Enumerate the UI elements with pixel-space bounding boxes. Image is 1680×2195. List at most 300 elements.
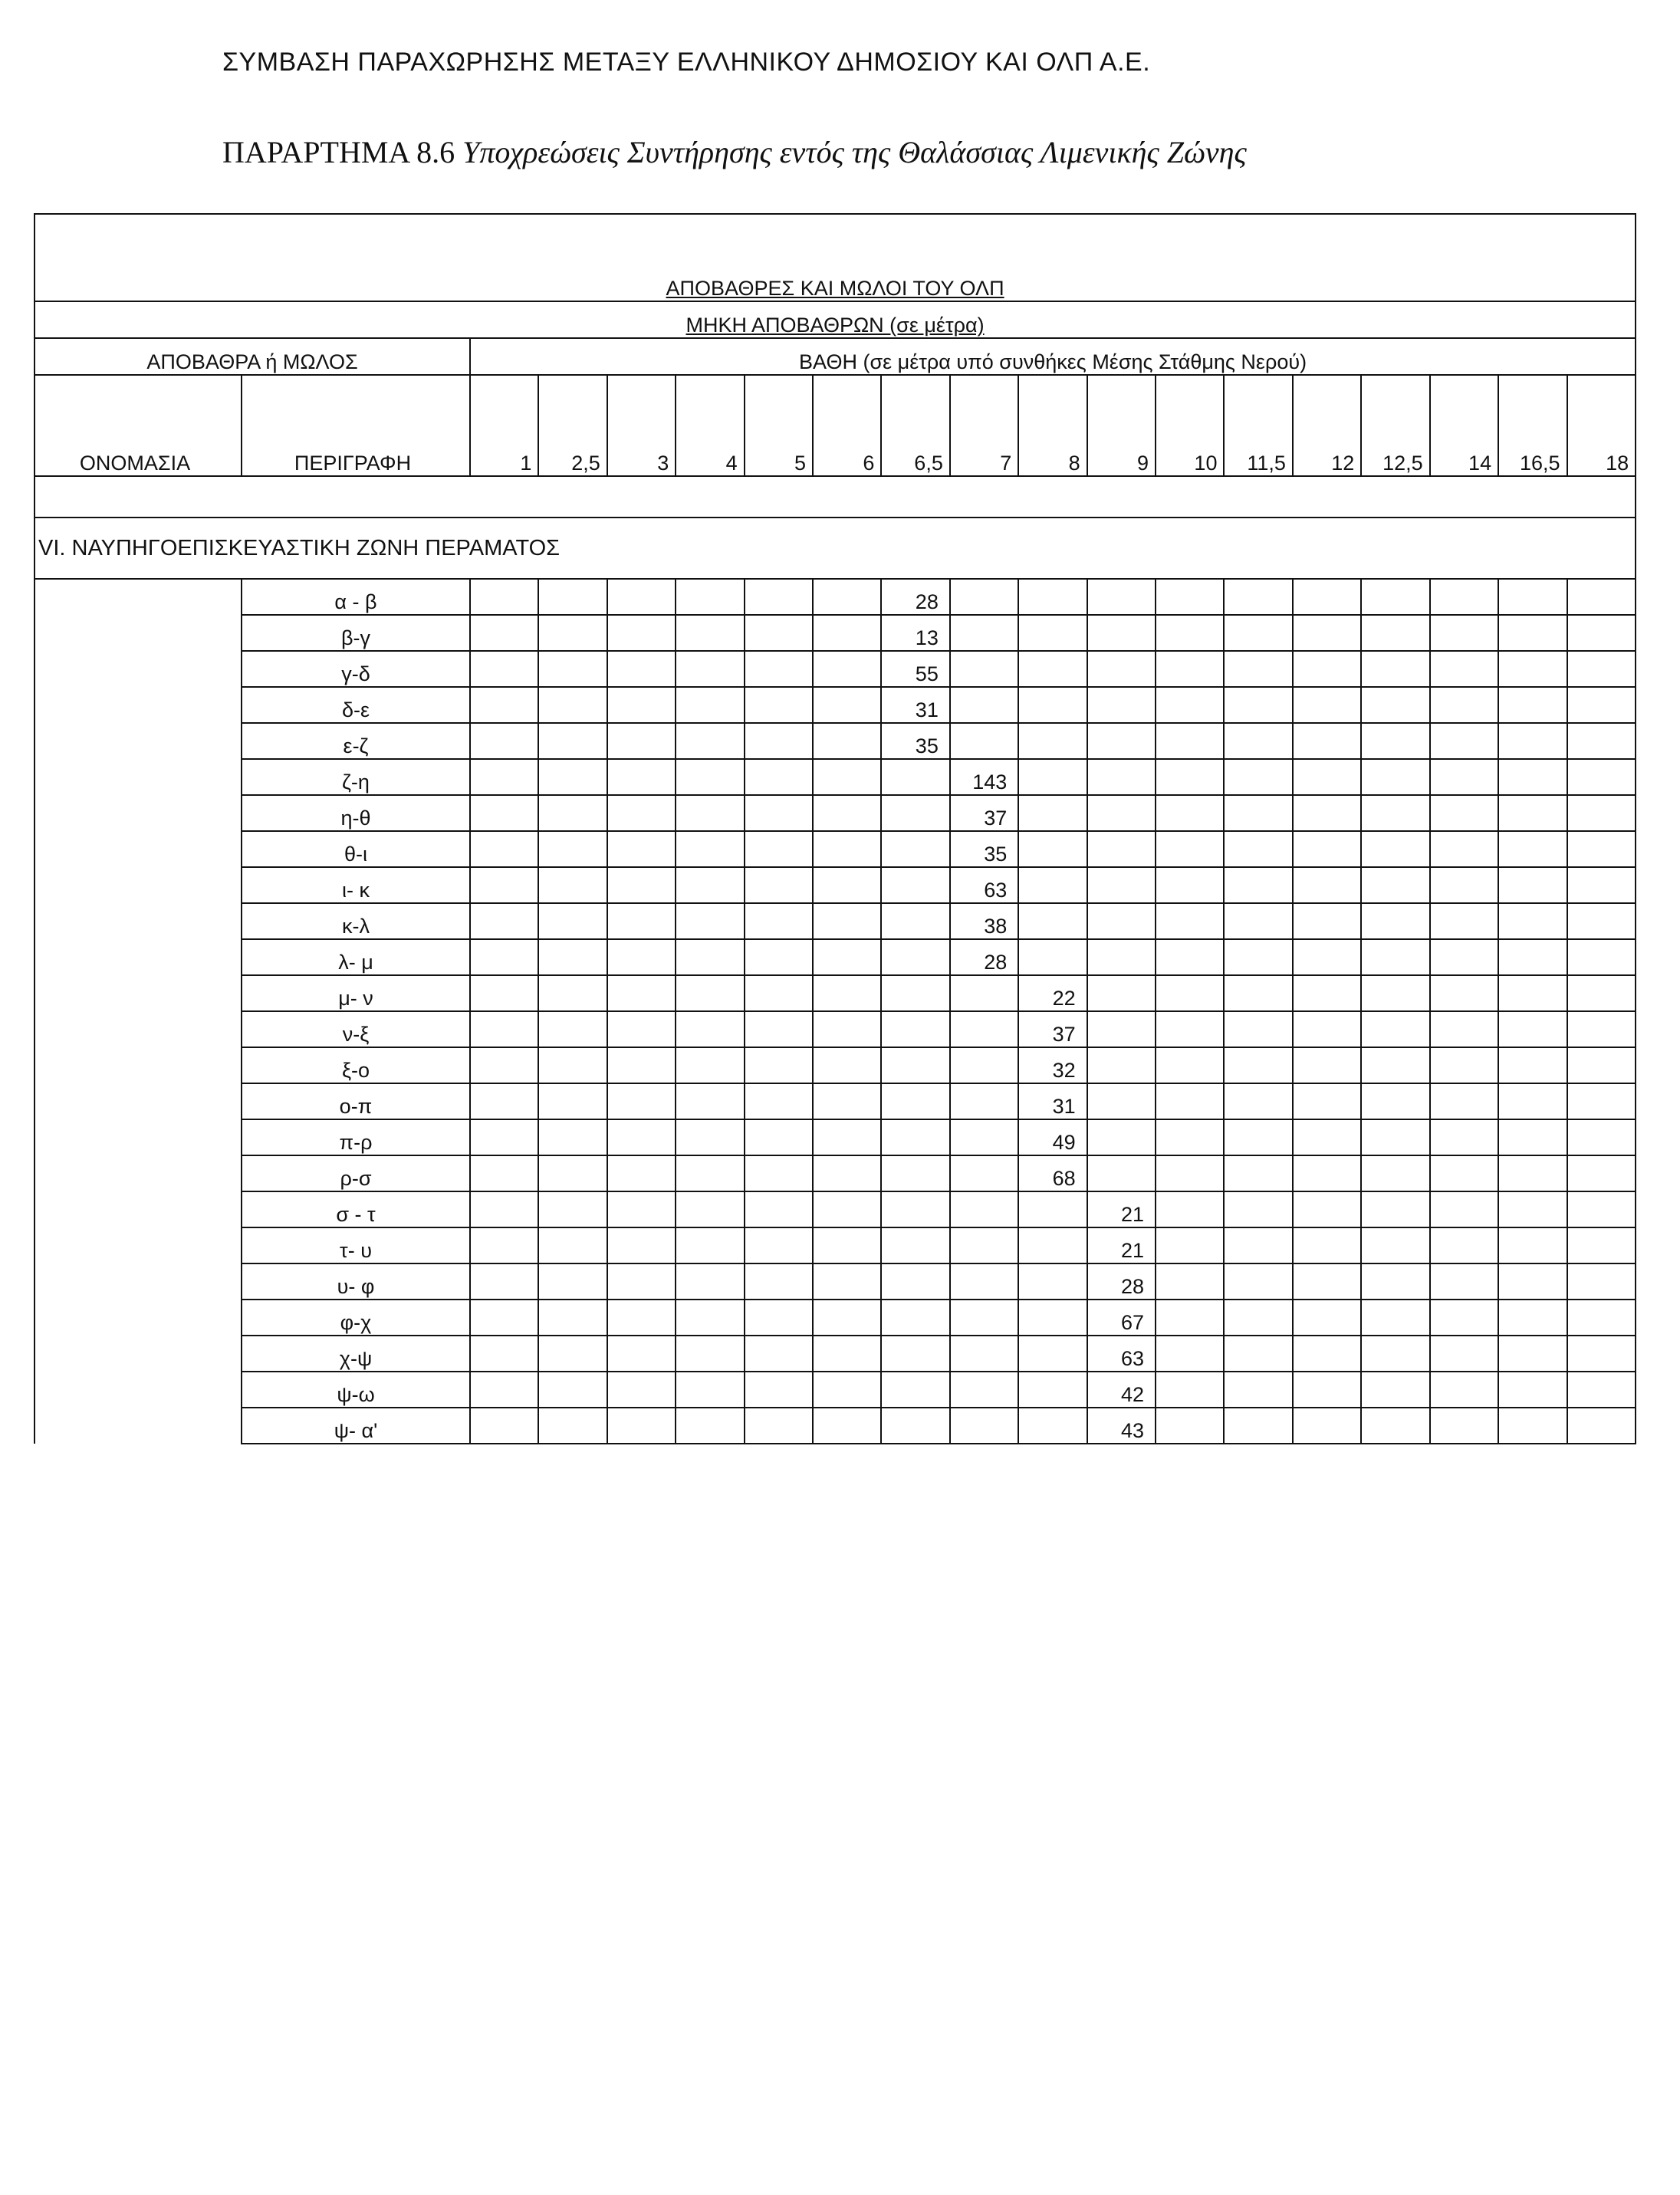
empty-cell: [1567, 903, 1636, 939]
empty-cell: [676, 1263, 744, 1300]
empty-cell: [813, 1191, 881, 1227]
empty-cell: [607, 867, 676, 903]
empty-cell: [1361, 1047, 1429, 1083]
empty-cell: [1567, 579, 1636, 615]
quays-table-container: [34, 213, 1635, 1444]
empty-cell: [813, 1263, 881, 1300]
table-title: ΑΠΟΒΑΘΡΕΣ ΚΑΙ ΜΩΛΟΙ ΤΟΥ ΟΛΠ: [35, 258, 1636, 301]
table-row: [35, 1191, 1636, 1227]
empty-cell: [950, 687, 1018, 723]
empty-cell: [813, 867, 881, 903]
empty-cell: [745, 1119, 813, 1155]
empty-cell: [1498, 1011, 1567, 1047]
description-cell: ο-π: [242, 1083, 470, 1119]
empty-cell: [1156, 1119, 1224, 1155]
description-cell: γ-δ: [242, 651, 470, 687]
empty-cell: [1361, 1263, 1429, 1300]
empty-cell: [607, 1372, 676, 1408]
empty-cell: [1156, 615, 1224, 651]
empty-cell: [881, 903, 949, 939]
depth-header: 16,5: [1498, 375, 1567, 476]
empty-cell: [1361, 1372, 1429, 1408]
empty-cell: [1156, 831, 1224, 867]
empty-cell: [1498, 1119, 1567, 1155]
description-cell: ρ-σ: [242, 1155, 470, 1191]
empty-cell: [1498, 1372, 1567, 1408]
empty-cell: [745, 1191, 813, 1227]
empty-cell: [538, 975, 607, 1011]
empty-cell: [1498, 1155, 1567, 1191]
name-cell: [35, 831, 242, 867]
empty-cell: [745, 1011, 813, 1047]
empty-cell: [538, 1408, 607, 1444]
empty-cell: [607, 939, 676, 975]
empty-cell: [676, 1011, 744, 1047]
annex-title: Υποχρεώσεις Συντήρησης εντός της Θαλάσσιας Λιμενικής Ζώνης: [462, 135, 1247, 169]
name-cell: [35, 723, 242, 759]
empty-cell: [676, 1408, 744, 1444]
empty-cell: [745, 1263, 813, 1300]
depth-header: 12: [1293, 375, 1361, 476]
length-value-cell: 31: [1018, 1083, 1087, 1119]
empty-cell: [1567, 1300, 1636, 1336]
length-value-cell: 32: [1018, 1047, 1087, 1083]
empty-cell: [676, 1083, 744, 1119]
table-row: [35, 615, 1636, 651]
empty-cell: [607, 795, 676, 831]
empty-cell: [1018, 579, 1087, 615]
empty-cell: [676, 867, 744, 903]
empty-cell: [1498, 795, 1567, 831]
empty-cell: [1498, 867, 1567, 903]
empty-cell: [1156, 1336, 1224, 1372]
empty-cell: [745, 795, 813, 831]
empty-cell: [881, 1083, 949, 1119]
empty-cell: [1430, 1119, 1498, 1155]
table-row: [35, 1336, 1636, 1372]
length-value-cell: 28: [881, 579, 949, 615]
description-cell: ι- κ: [242, 867, 470, 903]
length-value-cell: 21: [1087, 1191, 1156, 1227]
table-row: [35, 795, 1636, 831]
name-cell: [35, 1336, 242, 1372]
empty-cell: [676, 1155, 744, 1191]
empty-cell: [1293, 1191, 1361, 1227]
empty-cell: [1018, 1300, 1087, 1336]
empty-cell: [1018, 1191, 1087, 1227]
empty-cell: [538, 867, 607, 903]
empty-cell: [607, 651, 676, 687]
empty-cell: [1293, 579, 1361, 615]
empty-cell: [950, 975, 1018, 1011]
empty-cell: [470, 759, 538, 795]
empty-cell: [1018, 651, 1087, 687]
name-cell: [35, 1155, 242, 1191]
empty-cell: [1430, 1300, 1498, 1336]
empty-cell: [1430, 1191, 1498, 1227]
empty-cell: [1430, 687, 1498, 723]
empty-cell: [607, 1119, 676, 1155]
empty-cell: [470, 1227, 538, 1263]
depth-header: 2,5: [538, 375, 607, 476]
empty-cell: [470, 687, 538, 723]
empty-cell: [607, 1408, 676, 1444]
empty-cell: [745, 1047, 813, 1083]
name-cell: [35, 867, 242, 903]
empty-cell: [1224, 795, 1292, 831]
empty-cell: [470, 1047, 538, 1083]
empty-cell: [745, 1372, 813, 1408]
empty-cell: [813, 1083, 881, 1119]
empty-cell: [881, 1227, 949, 1263]
empty-cell: [470, 1300, 538, 1336]
empty-cell: [1430, 615, 1498, 651]
empty-cell: [1430, 867, 1498, 903]
name-cell: [35, 1011, 242, 1047]
empty-cell: [745, 867, 813, 903]
empty-cell: [813, 1336, 881, 1372]
empty-cell: [881, 1263, 949, 1300]
description-cell: μ- ν: [242, 975, 470, 1011]
empty-cell: [1156, 651, 1224, 687]
empty-cell: [538, 615, 607, 651]
empty-cell: [1498, 1191, 1567, 1227]
description-cell: σ - τ: [242, 1191, 470, 1227]
empty-cell: [745, 903, 813, 939]
empty-cell: [1361, 975, 1429, 1011]
empty-cell: [1156, 1047, 1224, 1083]
table-row: [35, 1227, 1636, 1263]
length-value-cell: 67: [1087, 1300, 1156, 1336]
empty-cell: [538, 1155, 607, 1191]
empty-cell: [1018, 759, 1087, 795]
empty-cell: [881, 1155, 949, 1191]
empty-cell: [1293, 1408, 1361, 1444]
description-cell: φ-χ: [242, 1300, 470, 1336]
empty-cell: [1567, 759, 1636, 795]
empty-cell: [1156, 795, 1224, 831]
empty-cell: [950, 1408, 1018, 1444]
table-row: [35, 1300, 1636, 1336]
empty-cell: [676, 615, 744, 651]
empty-cell: [1567, 1191, 1636, 1227]
empty-cell: [676, 651, 744, 687]
name-cell: [35, 1372, 242, 1408]
empty-cell: [1498, 687, 1567, 723]
description-cell: ψ-ω: [242, 1372, 470, 1408]
empty-cell: [1293, 1011, 1361, 1047]
description-cell: ν-ξ: [242, 1011, 470, 1047]
empty-cell: [1018, 1227, 1087, 1263]
empty-cell: [607, 1047, 676, 1083]
empty-cell: [1498, 903, 1567, 939]
empty-cell: [745, 1300, 813, 1336]
empty-cell: [745, 651, 813, 687]
empty-cell: [950, 1083, 1018, 1119]
empty-cell: [881, 1191, 949, 1227]
empty-cell: [1430, 651, 1498, 687]
empty-cell: [1224, 1300, 1292, 1336]
description-cell: θ-ι: [242, 831, 470, 867]
empty-cell: [1430, 579, 1498, 615]
empty-cell: [538, 1011, 607, 1047]
empty-cell: [607, 1155, 676, 1191]
name-cell: [35, 615, 242, 651]
length-value-cell: 55: [881, 651, 949, 687]
length-value-cell: 35: [950, 831, 1018, 867]
empty-cell: [538, 1083, 607, 1119]
empty-cell: [1224, 1047, 1292, 1083]
empty-cell: [950, 1336, 1018, 1372]
table-row: [35, 579, 1636, 615]
empty-cell: [1430, 723, 1498, 759]
empty-cell: [881, 795, 949, 831]
empty-cell: [813, 723, 881, 759]
empty-cell: [881, 831, 949, 867]
empty-cell: [1567, 1155, 1636, 1191]
empty-cell: [813, 1011, 881, 1047]
empty-cell: [1224, 723, 1292, 759]
empty-cell: [1361, 1191, 1429, 1227]
empty-cell: [1498, 1336, 1567, 1372]
empty-cell: [1293, 1047, 1361, 1083]
empty-cell: [813, 795, 881, 831]
empty-cell: [1293, 975, 1361, 1011]
empty-cell: [1567, 939, 1636, 975]
document-header-line2: [222, 134, 1247, 170]
empty-cell: [1567, 867, 1636, 903]
empty-cell: [1361, 1300, 1429, 1336]
empty-cell: [1018, 795, 1087, 831]
empty-cell: [607, 1300, 676, 1336]
empty-cell: [607, 1191, 676, 1227]
empty-cell: [470, 903, 538, 939]
empty-cell: [950, 579, 1018, 615]
column-header-name: ΟΝΟΜΑΣΙΑ: [35, 375, 242, 476]
name-cell: [35, 1083, 242, 1119]
empty-cell: [1567, 723, 1636, 759]
empty-cell: [813, 1227, 881, 1263]
depth-header: 12,5: [1361, 375, 1429, 476]
empty-cell: [881, 867, 949, 903]
empty-cell: [1361, 867, 1429, 903]
empty-cell: [1430, 975, 1498, 1011]
empty-cell: [950, 1263, 1018, 1300]
depth-header: 14: [1430, 375, 1498, 476]
empty-cell: [538, 1227, 607, 1263]
empty-cell: [607, 1263, 676, 1300]
name-cell: [35, 1300, 242, 1336]
name-cell: [35, 939, 242, 975]
empty-cell: [813, 579, 881, 615]
empty-cell: [1087, 1083, 1156, 1119]
empty-cell: [538, 1372, 607, 1408]
quays-table: [34, 213, 1636, 1444]
depth-header: 8: [1018, 375, 1087, 476]
empty-cell: [813, 1119, 881, 1155]
empty-cell: [1567, 687, 1636, 723]
empty-cell: [813, 1300, 881, 1336]
table-row: [35, 831, 1636, 867]
empty-cell: [470, 1083, 538, 1119]
empty-cell: [1361, 1011, 1429, 1047]
depth-header: 10: [1156, 375, 1224, 476]
empty-cell: [1361, 903, 1429, 939]
annex-number: ΠΑΡΑΡΤΗΜΑ 8.6: [222, 135, 463, 169]
empty-cell: [1498, 759, 1567, 795]
empty-cell: [538, 1047, 607, 1083]
empty-cell: [1087, 759, 1156, 795]
empty-cell: [1224, 687, 1292, 723]
empty-cell: [1293, 831, 1361, 867]
empty-cell: [1156, 867, 1224, 903]
empty-cell: [745, 759, 813, 795]
empty-cell: [745, 1227, 813, 1263]
table-subtitle: ΜΗΚΗ ΑΠΟΒΑΘΡΩΝ (σε μέτρα): [35, 301, 1636, 338]
empty-cell: [1224, 1408, 1292, 1444]
empty-cell: [1224, 939, 1292, 975]
empty-cell: [1430, 1408, 1498, 1444]
table-row: [35, 1263, 1636, 1300]
empty-cell: [470, 1372, 538, 1408]
empty-cell: [1293, 903, 1361, 939]
empty-cell: [813, 1047, 881, 1083]
empty-cell: [1498, 651, 1567, 687]
empty-cell: [1430, 903, 1498, 939]
empty-cell: [1430, 1083, 1498, 1119]
empty-cell: [1293, 687, 1361, 723]
empty-cell: [470, 975, 538, 1011]
empty-cell: [1018, 831, 1087, 867]
empty-cell: [1224, 867, 1292, 903]
empty-cell: [1156, 579, 1224, 615]
empty-cell: [538, 939, 607, 975]
empty-cell: [470, 1155, 538, 1191]
empty-cell: [676, 759, 744, 795]
empty-cell: [1018, 723, 1087, 759]
empty-cell: [1293, 723, 1361, 759]
empty-cell: [1498, 831, 1567, 867]
empty-cell: [1224, 651, 1292, 687]
empty-cell: [1361, 1408, 1429, 1444]
empty-cell: [1087, 615, 1156, 651]
empty-cell: [676, 1119, 744, 1155]
empty-cell: [470, 723, 538, 759]
description-cell: κ-λ: [242, 903, 470, 939]
empty-cell: [1498, 1300, 1567, 1336]
depth-header: 6: [813, 375, 881, 476]
empty-cell: [1567, 975, 1636, 1011]
length-value-cell: 28: [1087, 1263, 1156, 1300]
empty-cell: [950, 1372, 1018, 1408]
empty-cell: [1361, 795, 1429, 831]
empty-cell: [813, 687, 881, 723]
empty-cell: [745, 579, 813, 615]
name-cell: [35, 1227, 242, 1263]
empty-cell: [1293, 651, 1361, 687]
empty-cell: [813, 615, 881, 651]
empty-cell: [1087, 831, 1156, 867]
empty-cell: [676, 939, 744, 975]
empty-cell: [1087, 1119, 1156, 1155]
empty-cell: [1293, 1227, 1361, 1263]
empty-cell: [676, 1227, 744, 1263]
empty-cell: [1224, 1227, 1292, 1263]
empty-cell: [1293, 1336, 1361, 1372]
empty-cell: [1361, 1227, 1429, 1263]
empty-cell: [1156, 1191, 1224, 1227]
empty-cell: [470, 1336, 538, 1372]
empty-cell: [813, 651, 881, 687]
empty-cell: [1087, 795, 1156, 831]
empty-cell: [745, 723, 813, 759]
description-cell: ζ-η: [242, 759, 470, 795]
empty-cell: [1567, 1047, 1636, 1083]
empty-cell: [1224, 1191, 1292, 1227]
empty-cell: [1087, 975, 1156, 1011]
name-cell: [35, 1408, 242, 1444]
depth-header: 1: [470, 375, 538, 476]
description-cell: υ- φ: [242, 1263, 470, 1300]
empty-cell: [538, 1191, 607, 1227]
empty-cell: [607, 759, 676, 795]
depth-header: 4: [676, 375, 744, 476]
depth-header: 9: [1087, 375, 1156, 476]
empty-cell: [470, 831, 538, 867]
empty-cell: [607, 579, 676, 615]
empty-cell: [538, 903, 607, 939]
table-row: [35, 903, 1636, 939]
empty-cell: [1361, 615, 1429, 651]
description-cell: α - β: [242, 579, 470, 615]
empty-cell: [1567, 1408, 1636, 1444]
empty-cell: [1498, 615, 1567, 651]
empty-cell: [1430, 939, 1498, 975]
depth-header: 5: [745, 375, 813, 476]
empty-cell: [470, 867, 538, 903]
name-cell: [35, 975, 242, 1011]
table-row: [35, 1155, 1636, 1191]
empty-cell: [881, 759, 949, 795]
empty-cell: [745, 939, 813, 975]
empty-cell: [607, 1011, 676, 1047]
empty-cell: [1498, 1227, 1567, 1263]
empty-cell: [1293, 867, 1361, 903]
empty-cell: [607, 1227, 676, 1263]
empty-cell: [1430, 759, 1498, 795]
empty-cell: [813, 759, 881, 795]
name-cell: [35, 795, 242, 831]
depth-header: 7: [950, 375, 1018, 476]
empty-cell: [676, 903, 744, 939]
empty-cell: [1156, 903, 1224, 939]
length-value-cell: 31: [881, 687, 949, 723]
empty-cell: [470, 1263, 538, 1300]
table-row: [35, 1408, 1636, 1444]
empty-cell: [1567, 1011, 1636, 1047]
name-cell: [35, 759, 242, 795]
empty-cell: [1361, 687, 1429, 723]
empty-cell: [1498, 1263, 1567, 1300]
empty-cell: [676, 975, 744, 1011]
length-value-cell: 37: [1018, 1011, 1087, 1047]
empty-cell: [1156, 687, 1224, 723]
empty-cell: [607, 975, 676, 1011]
empty-cell: [1430, 1227, 1498, 1263]
empty-cell: [950, 1300, 1018, 1336]
column-header-description: ΠΕΡΙΓΡΑΦΗ: [242, 375, 470, 476]
empty-cell: [1567, 1119, 1636, 1155]
